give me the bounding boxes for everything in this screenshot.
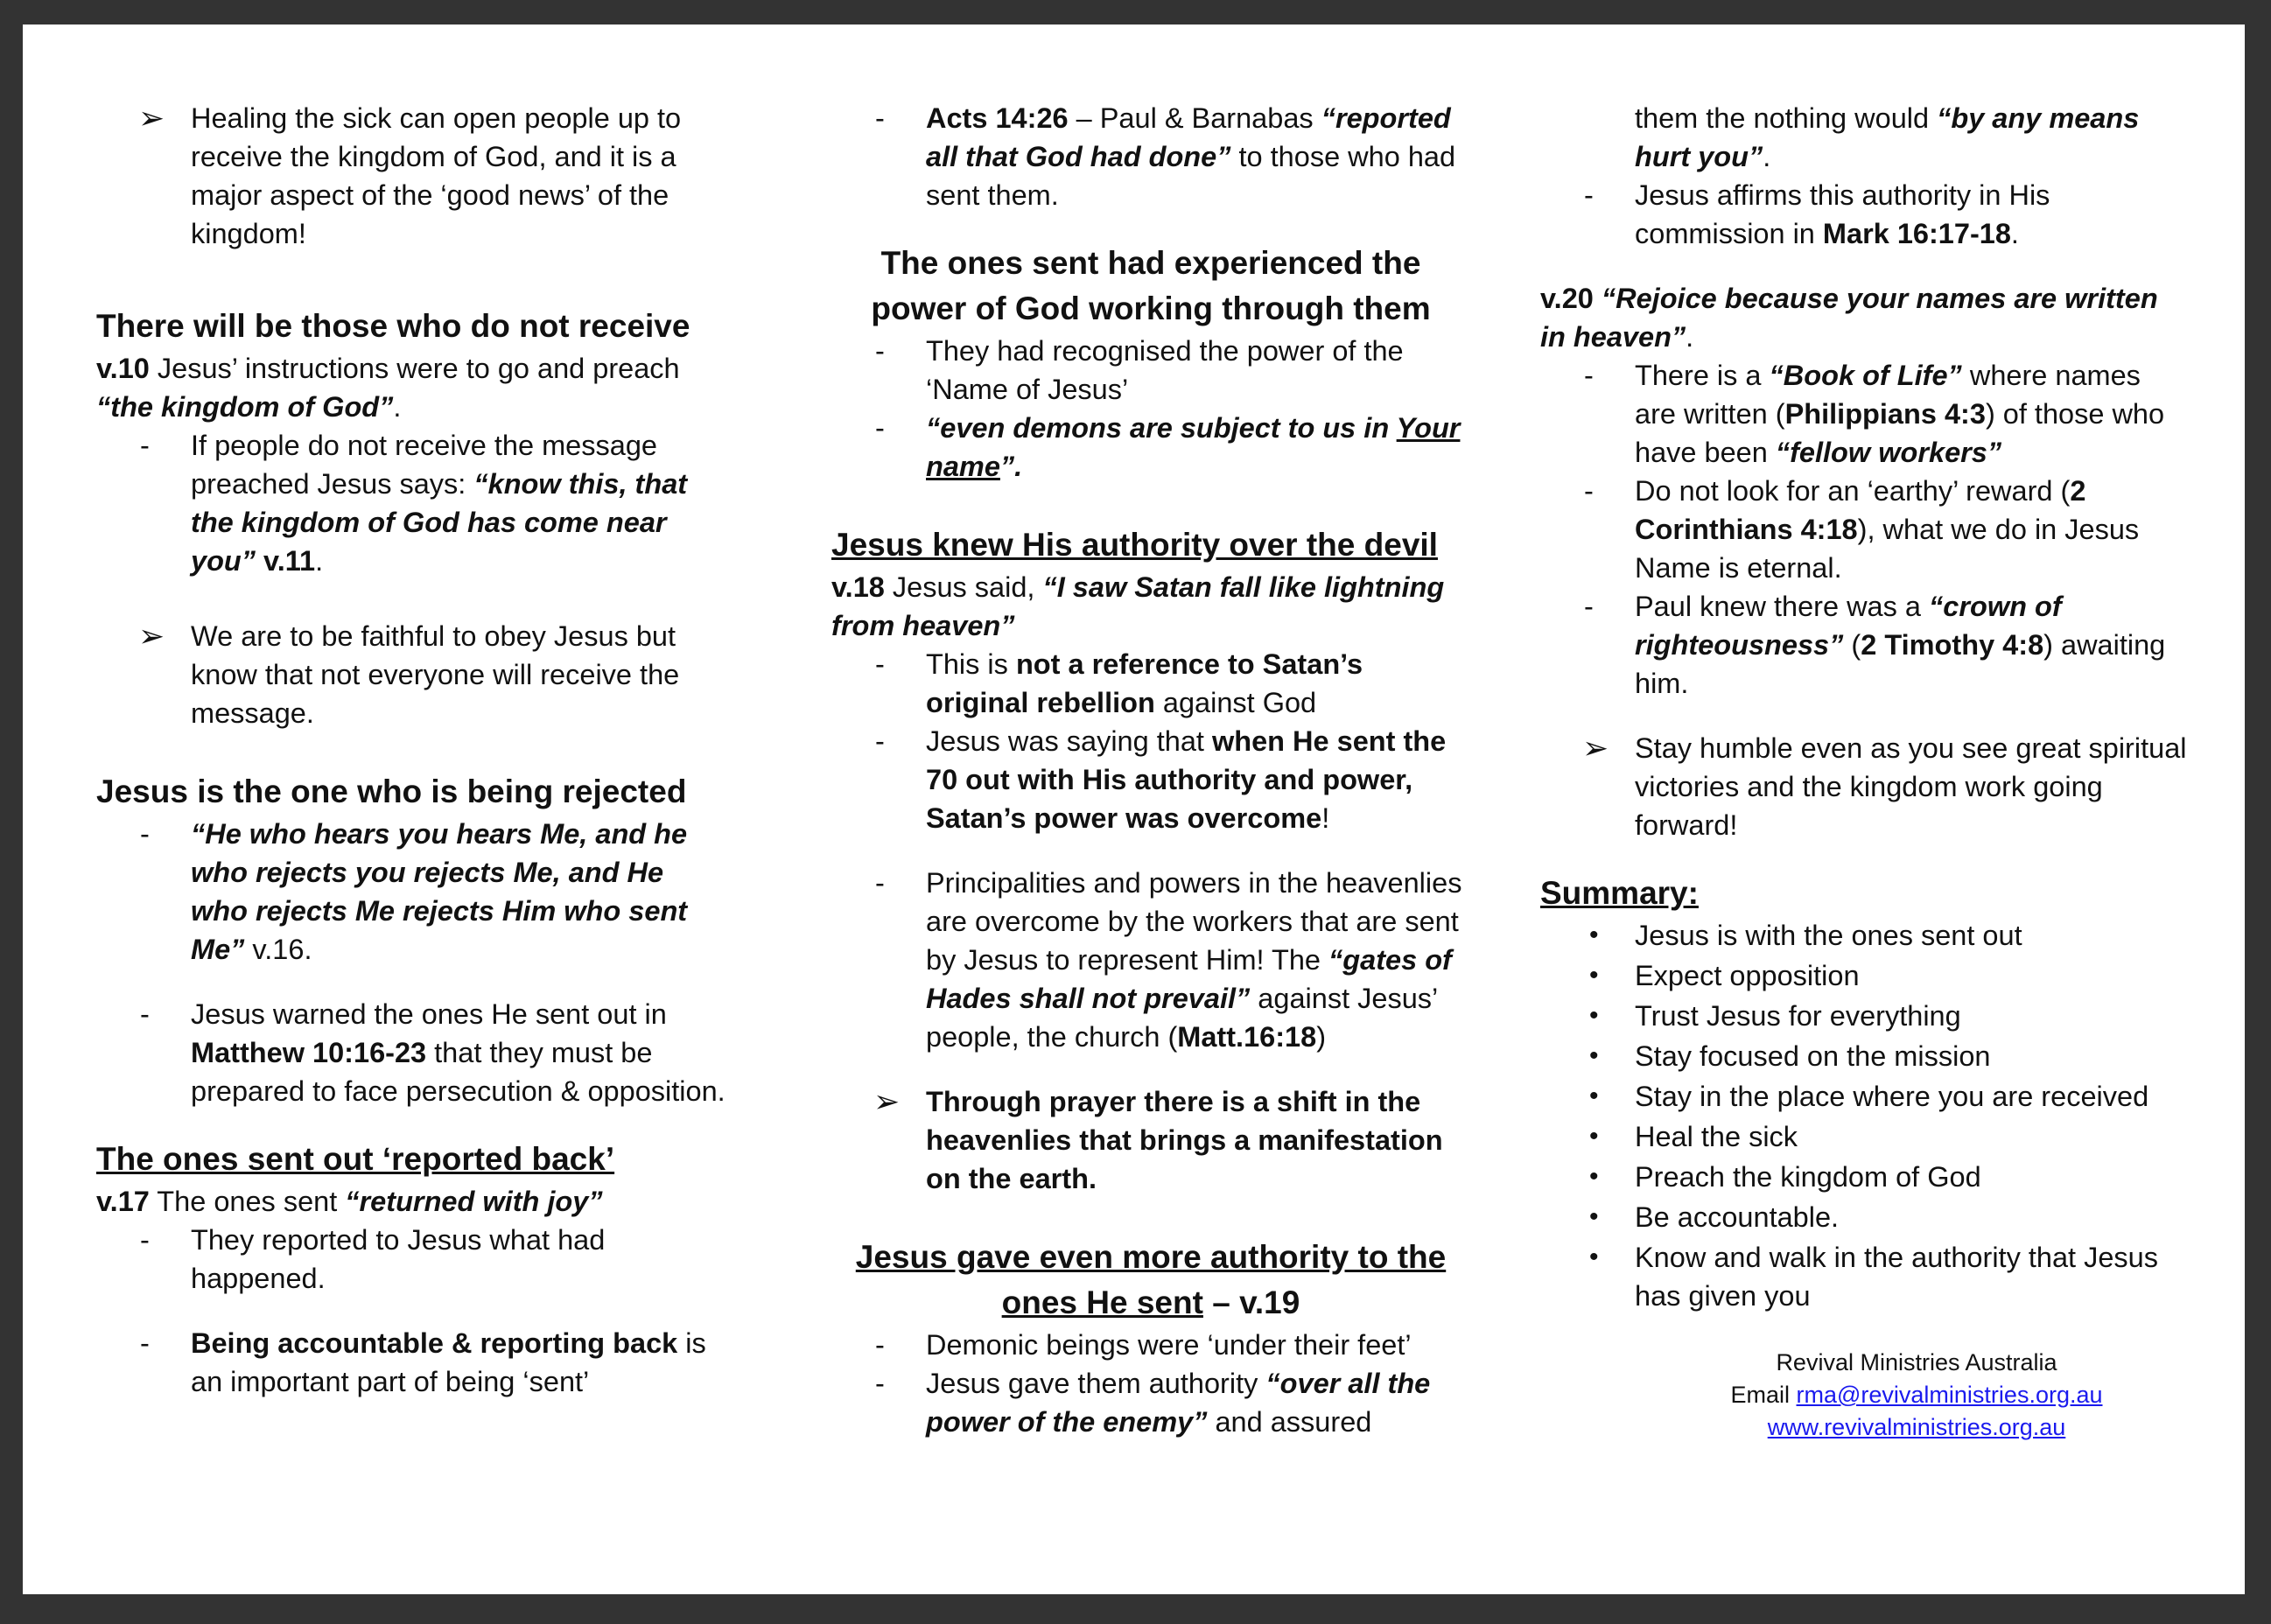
email-link[interactable]: rma@revivalministries.org.au [1796,1382,2103,1408]
dash-point: - Being accountable & reporting back is an important part of being ‘sent’ [96,1324,726,1401]
dash-continuation: them the nothing would “by any means hurt you”. [1635,102,2140,172]
dash-marker: - [140,1327,150,1359]
summary-item: • Stay focused on the mission [1540,1037,2188,1075]
dash-marker: - [140,1224,150,1256]
website-link[interactable]: www.revivalministries.org.au [1767,1414,2066,1440]
arrow-bullet-icon: ➢ [138,618,165,654]
dash-point: - Acts 14:26 – Paul & Barnabas “reported all that God had done” to those who had sent them. [831,99,1470,214]
verse-paragraph: v.20 “Rejoice because your names are written in heaven”. [1540,283,2158,353]
dash-point: - “even demons are subject to us in Your name”. [831,409,1470,486]
dash-marker: - [1584,179,1594,211]
bullet-icon: • [1589,1162,1599,1191]
arrow-point-text: We are to be faithful to obey Jesus but know that not everyone will receive the message. [191,620,680,729]
summary-item: • Expect opposition [1540,956,2188,995]
dash-marker: - [875,648,885,680]
dash-point: - Jesus gave them authority “over all the power of the enemy” and assured [831,1364,1470,1441]
verse-paragraph: v.10 Jesus’ instructions were to go and preach “the kingdom of God”. [96,353,680,423]
dash-marker: - [875,335,885,367]
dash-point: - Demonic beings were ‘under their feet’ [831,1326,1470,1364]
summary-item: • Heal the sick [1540,1117,2188,1156]
dash-point: - “He who hears you hears Me, and he who rejects you rejects Me, and He who rejects Me rejects Him who sent Me” v.16. [96,815,726,969]
email-line: Email rma@revivalministries.org.au [1730,1382,2103,1408]
column-3 [1540,99,2188,1444]
section-heading: The ones sent had experienced the power of God working through them [871,245,1431,326]
dash-marker: - [875,867,885,899]
summary-item: • Be accountable. [1540,1198,2188,1236]
bullet-icon: • [1589,1001,1599,1030]
dash-point: - There is a “Book of Life” where names are written (Philippians 4:3) of those who have been “fellow workers” [1540,356,2188,472]
section-heading: Jesus knew His authority over the devil [831,527,1438,563]
bullet-icon: • [1589,1242,1599,1271]
arrow-point-text: Through prayer there is a shift in the heavenlies that brings a manifestation on the earth. [926,1086,1443,1194]
bullet-icon: • [1589,1082,1599,1110]
bullet-icon: • [1589,1122,1599,1151]
summary-item: • Know and walk in the authority that Jesus has given you [1540,1238,2188,1315]
dash-marker: - [875,1368,885,1399]
bullet-icon: • [1589,1041,1599,1070]
section-heading: Jesus is the one who is being rejected [96,774,687,809]
bullet-icon: • [1589,920,1599,949]
section-heading: There will be those who do not receive [96,308,690,344]
bullet-icon: • [1589,961,1599,990]
arrow-point [96,617,726,732]
column-2 [831,99,1470,1441]
summary-item: • Trust Jesus for everything [1540,997,2188,1035]
dash-point: - They had recognised the power of the ‘Name of Jesus’ [831,332,1470,409]
arrow-point [96,99,726,253]
dash-point: - Do not look for an ‘earthy’ reward (2 Corinthians 4:18), what we do in Jesus Name is eternal. [1540,472,2188,587]
summary-item: • Stay in the place where you are received [1540,1077,2188,1116]
dash-point: - If people do not receive the message preached Jesus says: “know this, that the kingdom of God has come near you” v.11. [96,426,726,580]
section-heading: The ones sent out ‘reported back’ [96,1141,615,1177]
summary-list [1540,916,2188,1315]
dash-marker: - [875,1329,885,1361]
summary-item: • Jesus is with the ones sent out [1540,916,2188,955]
contact-footer [1540,1347,2188,1444]
dash-point: - Jesus warned the ones He sent out in Matthew 10:16-23 that they must be prepared to face persecution & opposition. [96,995,726,1110]
dash-marker: - [1584,591,1594,622]
arrow-bullet-icon: ➢ [1582,730,1609,766]
dash-point: - Paul knew there was a “crown of righteousness” (2 Timothy 4:8) awaiting him. [1540,587,2188,703]
section-heading: Jesus gave even more authority to the ones He sent – v.19 [855,1239,1447,1320]
arrow-bullet-icon: ➢ [138,100,165,136]
organization-name: Revival Ministries Australia [1776,1349,2057,1376]
column-1 [96,99,726,1401]
verse-paragraph: v.18 Jesus said, “I saw Satan fall like lightning from heaven” [831,571,1445,641]
dash-marker: - [875,102,885,134]
arrow-bullet-icon: ➢ [873,1083,901,1119]
dash-marker: - [140,430,150,461]
dash-marker: - [875,725,885,757]
dash-point: - Jesus was saying that when He sent the 70 out with His authority and power, Satan’s power was overcome! [831,722,1470,837]
verse-paragraph: v.17 The ones sent “returned with joy” [96,1186,603,1217]
dash-marker: - [1584,475,1594,507]
dash-point: - They reported to Jesus what had happened. [96,1221,726,1298]
arrow-point-text: Stay humble even as you see great spiritual victories and the kingdom work going forward! [1635,732,2187,841]
dash-marker: - [140,818,150,850]
summary-item: • Preach the kingdom of God [1540,1158,2188,1196]
bullet-icon: • [1589,1202,1599,1231]
dash-point: - This is not a reference to Satan’s original rebellion against God [831,645,1470,722]
dash-point: - Jesus affirms this authority in His commission in Mark 16:17-18. [1540,176,2188,253]
dash-marker: - [140,998,150,1030]
summary-heading: Summary: [1540,875,1699,911]
dash-marker: - [875,412,885,444]
dash-marker: - [1584,360,1594,391]
dash-point: - Principalities and powers in the heavenlies are overcome by the workers that are sent by Jesus to represent Him! The “gates of Hades shall not prevail” against Jesus’ people, the church (Matt.16:18) [831,864,1470,1056]
arrow-point [1540,729,2188,844]
document-page [23,24,2245,1594]
arrow-point-text: Healing the sick can open people up to receive the kingdom of God, and it is a major aspect of the ‘good news’ of the kingdom! [191,102,682,249]
arrow-point [831,1082,1470,1198]
